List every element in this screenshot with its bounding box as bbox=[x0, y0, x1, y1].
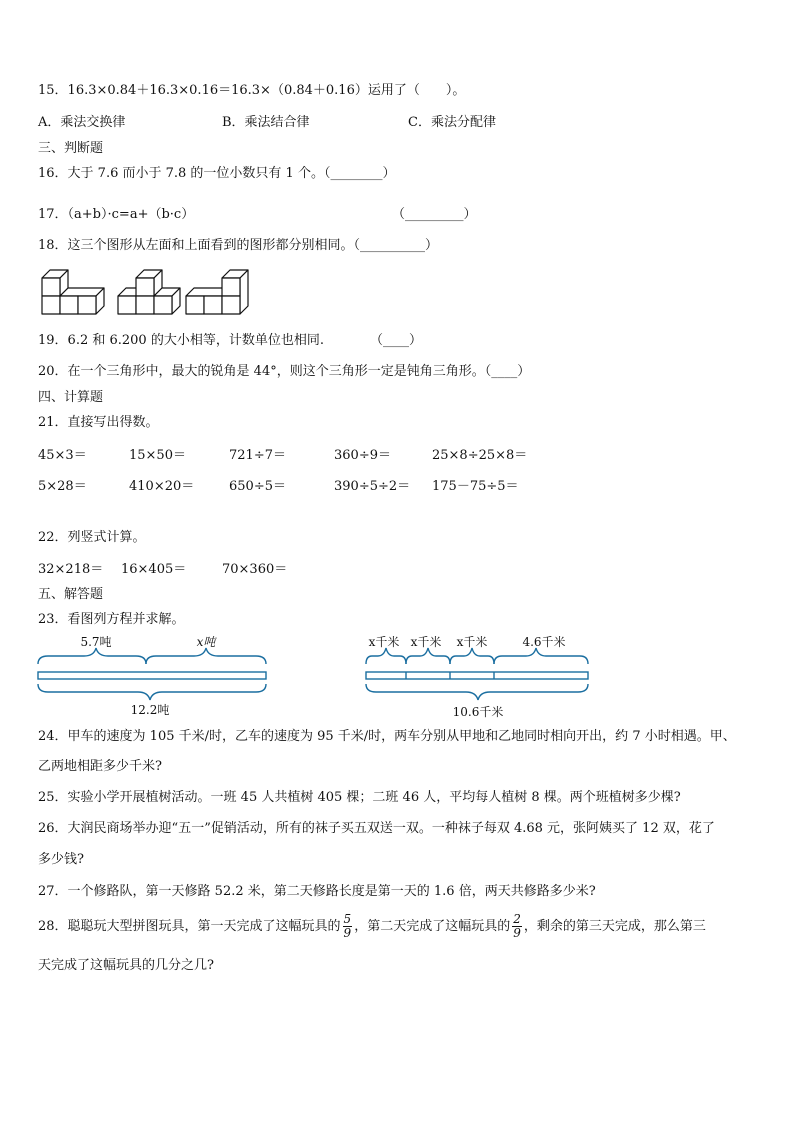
section-heading-judgement: 三、判断题 bbox=[38, 141, 104, 156]
question-22-stem: 22．列竖式计算。 bbox=[38, 530, 146, 545]
question-19: 19．6.2 和 6.200 的大小相等，计数单位也相同. bbox=[38, 333, 324, 348]
segment-diagram-left bbox=[34, 636, 274, 718]
vertical-calc-item: 70×360＝ bbox=[222, 562, 288, 577]
calc-item: 390÷5÷2＝ bbox=[334, 479, 411, 494]
question-26-line2: 多少钱? bbox=[38, 852, 84, 867]
calc-item: 650÷5＝ bbox=[229, 479, 286, 494]
label-x-ton: x吨 bbox=[196, 636, 216, 649]
vertical-calc-item: 16×405＝ bbox=[121, 562, 187, 577]
question-17-blank: （_________） bbox=[392, 207, 477, 222]
question-24-line1: 24．甲车的速度为 105 千米/时，乙车的速度为 95 千米/时，两车分别从甲地和乙地同时相向开出，约 7 小时相遇。甲、 bbox=[38, 729, 736, 744]
calc-item: 175－75÷5＝ bbox=[432, 479, 519, 494]
question-24-line2: 乙两地相距多少千米? bbox=[38, 759, 162, 774]
question-16: 16．大于 7.6 而小于 7.8 的一位小数只有 1 个。（________） bbox=[38, 166, 396, 181]
question-25: 25．实验小学开展植树活动。一班 45 人共植树 405 棵；二班 46 人，平均每人植树 8 棵。两个班植树多少棵? bbox=[38, 790, 681, 805]
cube-figure-2 bbox=[118, 270, 180, 314]
label-x-km-2: x千米 bbox=[410, 636, 442, 649]
fraction-5-9 bbox=[343, 913, 353, 940]
label-x-km-3: x千米 bbox=[456, 636, 488, 649]
fraction-denominator: 9 bbox=[513, 926, 521, 940]
question-18: 18．这三个图形从左面和上面看到的图形都分别相同。（__________） bbox=[38, 238, 439, 253]
question-15-stem: 15．16.3×0.84＋16.3×0.16＝16.3×（0.84＋0.16）运用了（ ）。 bbox=[38, 83, 466, 98]
option-b: B．乘法结合律 bbox=[222, 115, 310, 130]
section-heading-calculation: 四、计算题 bbox=[38, 390, 104, 405]
label-12-2-ton: 12.2吨 bbox=[130, 703, 170, 717]
question-27: 27．一个修路队，第一天修路 52.2 米，第二天修路长度是第一天的 1.6 倍，两天共修路多少米? bbox=[38, 884, 596, 899]
question-17: 17．（a+b）·c=a+（b·c） bbox=[38, 207, 195, 222]
question-28-line1 bbox=[38, 912, 706, 942]
option-a: A．乘法交换律 bbox=[38, 115, 126, 130]
question-26-line1: 26．大润民商场举办迎“五一”促销活动，所有的袜子买五双送一双。一种袜子每双 4.68 元，张阿姨买了 12 双，花了 bbox=[38, 821, 715, 836]
label-4-6-km: 4.6千米 bbox=[522, 636, 566, 649]
question-28-text-a: 28．聪聪玩大型拼图玩具，第一天完成了这幅玩具的 bbox=[38, 919, 341, 934]
cube-figure-3 bbox=[186, 270, 248, 314]
calc-item: 410×20＝ bbox=[129, 479, 195, 494]
label-5-7-ton: 5.7吨 bbox=[80, 636, 112, 649]
calc-item: 25×8÷25×8＝ bbox=[432, 448, 528, 463]
option-c: C．乘法分配律 bbox=[408, 115, 496, 130]
question-23-stem: 23．看图列方程并求解。 bbox=[38, 612, 185, 627]
question-20: 20．在一个三角形中，最大的锐角是 44°，则这个三角形一定是钝角三角形。（____） bbox=[38, 364, 531, 379]
cube-figures bbox=[38, 266, 268, 318]
cube-figure-1 bbox=[42, 270, 104, 314]
question-19-blank: （____） bbox=[370, 333, 423, 348]
label-x-km-1: x千米 bbox=[368, 636, 400, 649]
calc-item: 45×3＝ bbox=[38, 448, 87, 463]
section-heading-solutions: 五、解答题 bbox=[38, 587, 104, 602]
segment-diagram-right bbox=[362, 636, 602, 720]
calc-item: 721÷7＝ bbox=[229, 448, 286, 463]
fraction-numerator: 2 bbox=[513, 912, 521, 926]
vertical-calc-item: 32×218＝ bbox=[38, 562, 104, 577]
calc-item: 5×28＝ bbox=[38, 479, 87, 494]
question-28-text-b: ，第二天完成了这幅玩具的 bbox=[354, 919, 511, 934]
calc-item: 15×50＝ bbox=[129, 448, 186, 463]
question-21-stem: 21．直接写出得数。 bbox=[38, 415, 159, 430]
fraction-numerator: 5 bbox=[343, 912, 352, 926]
question-28-text-c: ，剩余的第三天完成，那么第三 bbox=[523, 919, 706, 934]
question-28-line2: 天完成了这幅玩具的几分之几? bbox=[38, 958, 214, 973]
fraction-denominator: 9 bbox=[343, 926, 352, 940]
label-10-6-km: 10.6千米 bbox=[452, 705, 504, 719]
calc-item: 360÷9＝ bbox=[334, 448, 391, 463]
fraction-2-9 bbox=[512, 913, 522, 940]
